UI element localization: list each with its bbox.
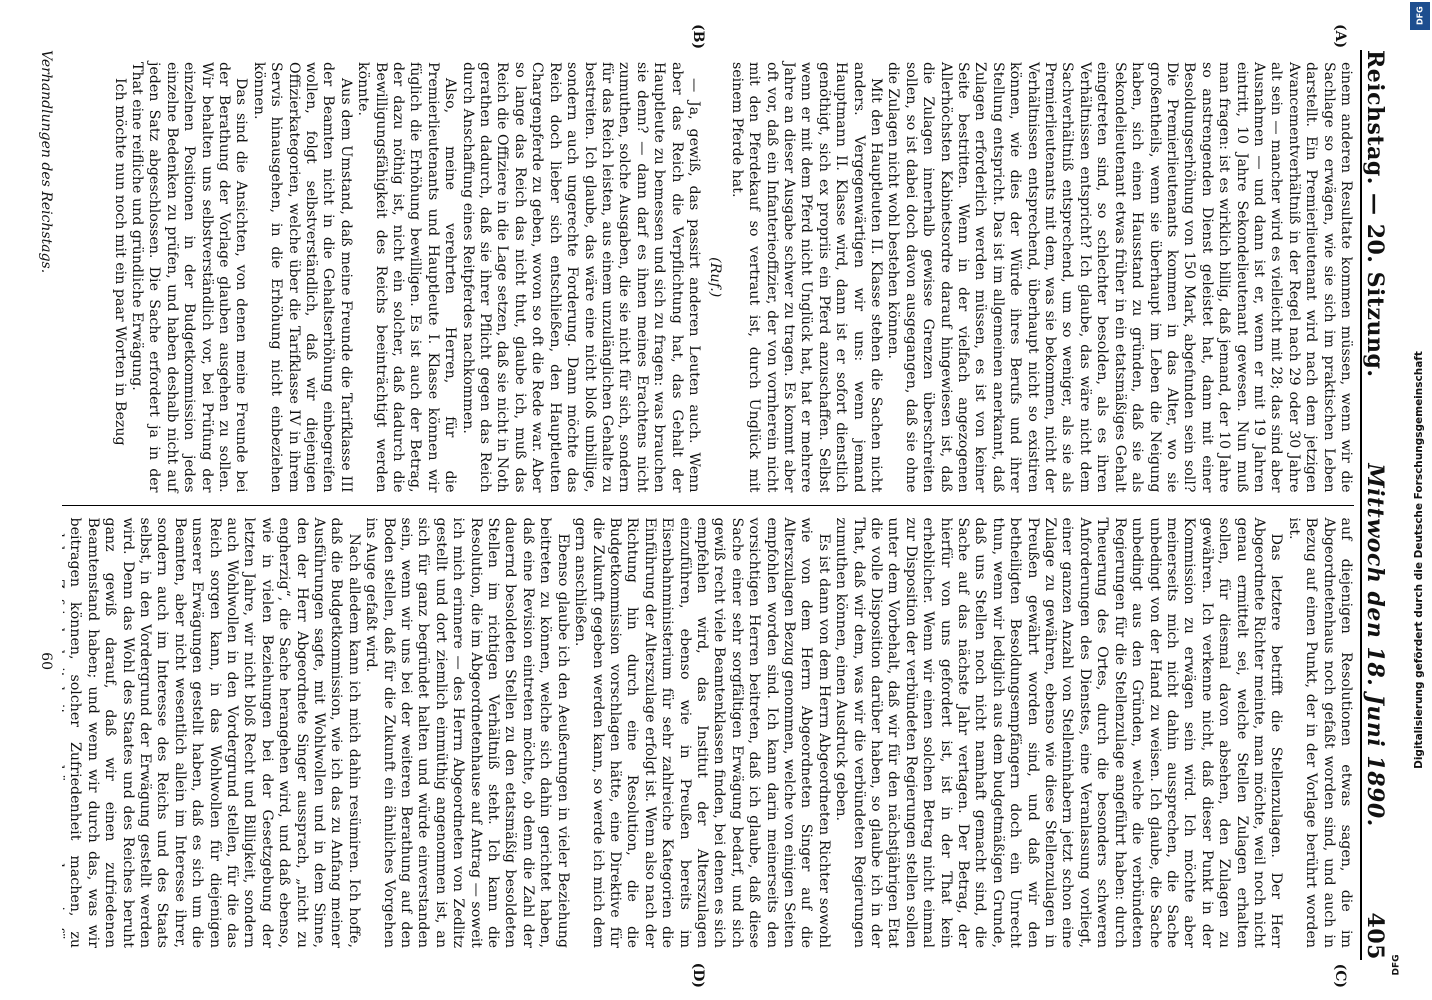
dfg-logo: DFG (1410, 2, 1430, 30)
paragraph: Also, meine verehrten Herren, für die Premierlieutenants und Hauptleute I. Klasse können wir füglich die Erhöhung bewilligen. Es ist auch der Betrag, der dazu nöthig ist, nicht ein solcher, daß dadurch die Bewilligungsfähigkeit des Reichs beeinträchtigt werden könnte. (355, 62, 459, 493)
paragraph: auf diejenigen Resolutionen etwas sagen, die im Abgeordnetenhaus noch gefaßt worden sind, und auch in Bezug auf einen Punkt, der in der Vorlage berührt worden ist. (1285, 517, 1354, 948)
page-number: 405 (1362, 912, 1388, 960)
text-columns (62, 50, 1354, 960)
paragraph: — Ja, gewiß, das passirt anderen Leuten auch. Wenn aber das Reich die Verpflichtung hat, das Gehalt der Hauptleute zu bemessen und sich zu fragen: was brauchen sie denn? — dann darf es ihnen meines Erachtens nicht zumuthen, solche Ausgaben, die sie nicht für sich, sondern für das Reich leisten, aus einem unzulänglichen Gehalte zu bestreiten. Ich glaube, das wäre eine nicht bloß unbillige, sondern auch ungerechte Forderung. Dann möchte das Reich doch lieber sich entschließen, den Hauptleuten Chargenpferde zu geben, wovon so oft die Rede war. Aber so lange das Reich das nicht thut, glaube ich, muß das Reich die Offiziere in die Lage setzen, daß sie nicht in Noth gerathen dadurch, daß sie ihrer Pflicht gegen das Reich durch Anschaffung eines Reitpferdes nachkommen. (459, 62, 702, 493)
digitization-note (1408, 150, 1430, 970)
paragraph: Das sind die Ansichten, von denen meine Freunde bei der Berathung der Vorlage glauben ausgehen zu sollen. Wir behalten uns selbstverständlich vor, bei Prüfung der einzelnen Positionen in der Budgetkommission jedes einzelne Bedenken zu prüfen, und haben deshalb nicht auf jeden Satz abgeschlossen. Die Sache erfordert ja in der That eine reifliche und gründliche Erwägung. (128, 62, 250, 493)
header-date: Mittwoch den 18. Juni 1890. (1362, 463, 1388, 827)
paragraph: Ebenso glaube ich den Aeußerungen in vieler Beziehung beitreten zu können, welche sich dahin gerichtet haben, daß eine Revision eintreten möchte, ob denn die Zahl der dauernd besoldeten Stellen zu den etatsmäßig besoldeten Stellen im richtigen Verhältniß steht. Ich kann die Resolution, die im Abgeordnetenhause auf Antrag — soweit ich mich erinnere — des Herrn Abgeordneten von Zedlitz gestellt und dort ziemlich einmüthig angenommen ist, an sich für ganz begründet halten und würde einverstanden sein, wenn wir uns bei der weiteren Berathung auf den Boden stellen, daß für die Zukunft ein ähnliches Vorgehen ins Auge gefaßt wird. (363, 517, 571, 948)
digitization-note-text: Digitalisierung gefördert durch die Deutsche Forschungsgemeinschaft (1413, 351, 1425, 769)
margin-marker-b: (B) (690, 24, 706, 50)
margin-marker-a: (A) (1332, 24, 1348, 49)
interjection: (Ruf.) (707, 257, 724, 298)
paragraph: Aus dem Umstand, daß meine Freunde die Tarifklasse III der Beamten nicht in die Gehaltserhöhung einbegreifen wollen, folgt selbstverständlich, daß wir diejenigen Offizierkategorien, welche über die Tarifklasse IV in ihrem Servis hinausgehen, in die Erhöhung nicht einbeziehen können. (250, 62, 354, 493)
margin-marker-d: (D) (690, 962, 706, 988)
sheet-number: 60 (38, 652, 54, 670)
dfg-corner-mark: DFG (1391, 954, 1402, 976)
header-left: Reichstag. — 20. Sitzung. (1362, 50, 1388, 378)
paragraph: Es ist dann von dem Herrn Abgeordneten Richter sowohl wie von dem Herrn Abgeordneten Singer auf die Alterszulagen Bezug genommen, welche von einigen Seiten empfohlen worden sind. Ich kann darin meinerseits den vorsichtigen Herren beitreten, daß ich glaube, daß diese Sache einer sehr sorgfältigen Erwägung bedarf, und sich gewiß recht viele Beamtenklassen finden, bei denen es sich empfehlen wird, das Institut der Alterszulagen einzuführen, ebenso wie in Preußen bereits im Eisenbahnministerium für sehr zahlreiche Kategorien die Einführung der Alterszulage erfolgt ist. Wenn also nach der Richtung hin durch eine Resolution, die die Budgetkommission vorschlagen hätte, eine Direktive für die Zukunft gegeben werden kann, so werde ich mich dem gern anschließen. (572, 517, 832, 948)
paragraph: Nach alledem kann ich mich dahin resümiren. Ich hoffe, daß die Budgetkommission, wie ich das zu Anfang meiner Ausführungen sagte, mit Wohlwollen und in dem Sinne, den der Herr Abgeordnete Singer aussprach, „nicht zu engherzig“, die Sache herangehen wird, und daß ebenso, wie in vielen Beziehungen bei der Gesetzgebung der letzten Jahre, wir nicht bloß Recht und Billigkeit, sondern auch Wohlwollen in den Vordergrund stellen, für die das Reich sorgen kann, in das Wohlwollen für diejenigen unserer Erwägungen gestellt haben, daß es sich um die Beamten, aber nicht wesentlich allein im Interesse ihrer, sondern auch im Interesse des Reichs und des Staats selbst, in den Vordergrund der Erwägung gestellt werden wird. Denn das Wohl des Staates und des Reiches beruht ganz gewiß darauf, daß wir einen zufriedenen Beamtenstand haben; und wenn wir durch das, was wir beitragen können, solcher Zufriedenheit machen, zu solcher Zufriedenheit beitragen können, werden wir für (62, 517, 362, 948)
page-header (1360, 50, 1392, 960)
margin-marker-c: (C) (1332, 963, 1348, 988)
paragraph: Ich möchte nun noch mit ein paar Worten in Bezug (111, 78, 128, 446)
paragraph: Mit den Hauptleuten II. Klasse stehen die Sachen nicht anders. Vergegenwärtigen wir uns: wenn jemand Hauptmann II. Klasse wird, dann ist er sofort dienstlich genöthigt, sich ex propriis ein Pferd anzuschaffen. Selbst wenn er mit dem Pferd nicht Unglück hat, hat er mehrere Jahre an dieser Ausgabe schwer zu tragen. Es kommt aber oft vor, daß ein Infanterieoffizier, der von vornherein nicht mit den Pferdekauf so vertraut ist, durch Unglück mit seinem Pferde hat. (728, 62, 885, 493)
footer-source: Verhandlungen des Reichstags. (38, 50, 54, 274)
paragraph: Das letztere betrifft die Stellenzulagen. Der Herr Abgeordnete Richter meinte, man möchte, weil noch nicht genau ermittelt sei, welche Stellen Zulagen erhalten sollen, für diesmal davon absehen, den Zulagen zu gewähren. Ich verkenne nicht, daß dieser Punkt in der Kommission zu erwägen sein wird. Ich möchte aber meinerseits mich nicht dahin aussprechen, die Sache unbedingt von der Hand zu weisen. Ich glaube, die Sache unbedingt aus den Gründen, welche die verbündeten Regierungen für die Stellenzulage angeführt haben: durch Theuerung des Ortes, durch die besonders schweren Anforderungen des Dienstes, eine Veranlassung vorliegt, einer ganzen Anzahl von Stelleninhabern jetzt schon eine Zulage zu gewähren, ebenso wie diese Stellenzulagen in Preußen gewährt worden sind, und daß wir den betheiligten Besoldungsempfängern doch ein Unrecht thun, wenn wir lediglich aus dem budgetmäßigen Grunde, daß uns Stellen noch nicht namhaft gemacht sind, die Sache auf das nächste Jahr vertagen. Der Betrag, der hierfür von uns gefordert ist, ist in der That kein erheblicher. Wenn wir einen solchen Betrag nicht einmal zur Disposition der verbündeten Regierungen stellen sollen unter dem Vorbehalt, daß wir für den nächstjährigen Etat die volle Disposition darüber haben, so glaube ich in der That, daß wir dem, was wir die verbündeten Regierungen zumuthen können, einen Ausdruck geben. (833, 517, 1285, 948)
paragraph: einem anderen Resultate kommen müssen, wenn wir die Sachlage so erwägen, wie sie sich im praktischen Leben darstellt. Ein Premierlieutenant wird nach dem jetzigen Avancementverhältniß in der Regel nach 29 oder 30 Jahre alt sein — mancher wird es vielleicht mit 28; das sind aber Ausnahmen — und dann ist er, wenn er mit 19 Jahren eintritt, 10 Jahre Sekondelieutenant gewesen. Nun muß man fragen: ist es wirklich billig, daß jemand, der 10 Jahre so anstrengenden Dienst geleistet hat, dann mit einer Besoldungserhöhung von 150 Mark, abgefunden sein soll? Die Premierlieutenants kommen in das Alter, wo sie großentheils, wenn sie überhaupt im Leben die Neigung haben, sich einen Hausstand zu gründen, daß sie als Sekondelieutenant etwas früher in ein etatsmäßiges Gehalt eingetreten sind, so schlechter besolden, als es ihren Verhältnissen entspricht? Ich glaube, das wäre nicht dem Sachverhältniß entsprechend, um so weniger, als sie als Premierlieutenants mit dem, was sie bekommen, nicht der Verhältnissen entsprechend, überhaupt nicht so existiren können, wie dies der Würde ihres Berufs und ihrer Stellung entspricht. Das ist im allgemeinen anerkannt, daß Zulagen erforderlich werden müssen, es ist von keiner Seite bestritten. Wenn in der vielfach angezogenen Allerhöchsten Kabinetsordre darauf hingewiesen ist, daß die Zulagen innerhalb gewisse Grenzen überschreiten sollen, so ist dabei doch davon ausgegangen, daß sie ohne die Zulagen nicht wohl bestehen können. (885, 62, 1354, 493)
column-left (62, 50, 1354, 505)
column-right (62, 505, 1354, 961)
rotated-page (26, 10, 1406, 990)
